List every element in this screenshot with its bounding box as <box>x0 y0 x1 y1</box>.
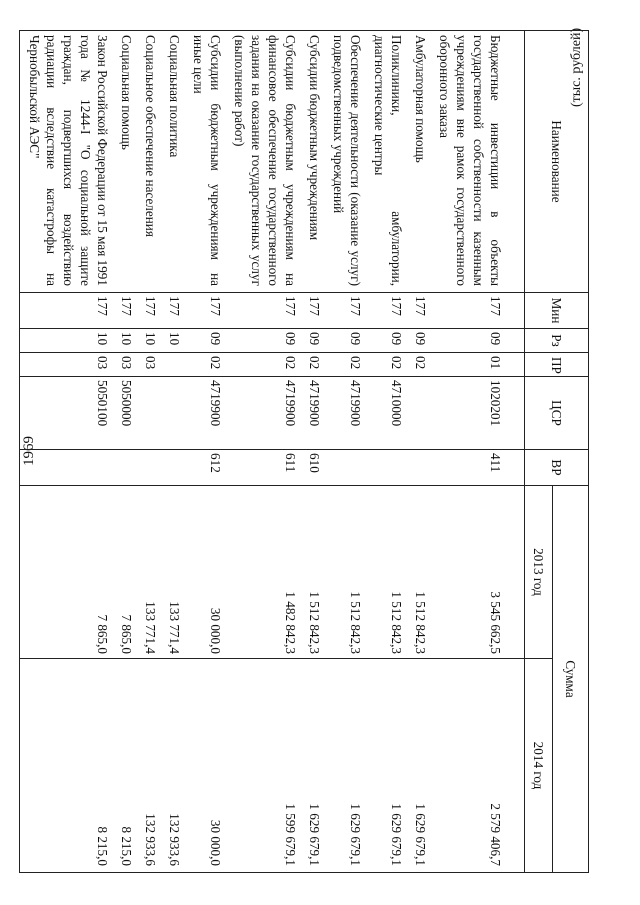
header-pr: ПР <box>525 353 589 377</box>
row-min: 177 <box>112 293 136 329</box>
row-sum-2013: 133 771,4 <box>160 486 184 659</box>
row-rz: 09 <box>406 329 430 353</box>
row-vr: 610 <box>300 450 324 486</box>
row-sum-2014: 8 215,0 <box>20 659 113 873</box>
row-vr <box>20 450 113 486</box>
row-name: Поликлиники, амбулатории, диагностические центры <box>365 31 406 293</box>
header-name: Наименование <box>525 31 589 293</box>
row-sum-2013: 7 865,0 <box>112 486 136 659</box>
row-rz: 09 <box>184 329 225 353</box>
row-pr: 02 <box>225 353 300 377</box>
row-csr: 5050000 <box>112 377 136 450</box>
row-min: 177 <box>136 293 160 329</box>
table-body <box>20 31 525 873</box>
row-sum-2013: 1 512 842,3 <box>365 486 406 659</box>
row-csr: 1020201 <box>430 377 525 450</box>
row-rz: 10 <box>20 329 113 353</box>
row-csr: 4719900 <box>324 377 365 450</box>
row-pr: 01 <box>430 353 525 377</box>
header-csr: ЦСР <box>525 377 589 450</box>
table-row <box>324 31 365 873</box>
row-sum-2013: 1 512 842,3 <box>300 486 324 659</box>
row-min: 177 <box>365 293 406 329</box>
row-sum-2014: 132 933,6 <box>160 659 184 873</box>
row-rz: 09 <box>430 329 525 353</box>
header-rz: Рз <box>525 329 589 353</box>
row-sum-2014: 1 599 679,1 <box>225 659 300 873</box>
header-2014: 2014 год <box>525 659 553 873</box>
row-csr <box>406 377 430 450</box>
row-csr <box>160 377 184 450</box>
row-name: Субсидии бюджетным учреждениям <box>300 31 324 293</box>
row-csr <box>136 377 160 450</box>
row-csr: 4710000 <box>365 377 406 450</box>
row-name: Субсидии бюджетным учреждениям на иные цели <box>184 31 225 293</box>
row-vr: 611 <box>225 450 300 486</box>
row-name: Бюджетные инвестиции в объекты государственной собственности казенным учреждениям вне рамок государственного оборонного заказа <box>430 31 525 293</box>
row-rz: 10 <box>136 329 160 353</box>
row-rz: 09 <box>225 329 300 353</box>
row-vr <box>406 450 430 486</box>
row-csr: 4719900 <box>300 377 324 450</box>
table-row <box>136 31 160 873</box>
row-name: Социальное обеспечение населения <box>136 31 160 293</box>
row-pr: 02 <box>324 353 365 377</box>
row-min: 177 <box>430 293 525 329</box>
row-vr: 411 <box>430 450 525 486</box>
row-vr: 612 <box>184 450 225 486</box>
row-sum-2013: 133 771,4 <box>136 486 160 659</box>
row-sum-2014: 8 215,0 <box>112 659 136 873</box>
row-vr <box>136 450 160 486</box>
header-sum: Сумма <box>553 486 589 873</box>
row-pr: 03 <box>20 353 113 377</box>
row-min: 177 <box>184 293 225 329</box>
row-name: Обеспечение деятельности (оказание услуг) подведомственных учреждений <box>324 31 365 293</box>
table-row <box>365 31 406 873</box>
row-sum-2014: 1 629 679,1 <box>406 659 430 873</box>
row-rz: 09 <box>365 329 406 353</box>
table-row <box>112 31 136 873</box>
row-min: 177 <box>406 293 430 329</box>
row-name: Социальная помощь <box>112 31 136 293</box>
row-sum-2014: 1 629 679,1 <box>365 659 406 873</box>
row-rz: 10 <box>160 329 184 353</box>
table-row <box>300 31 324 873</box>
row-pr <box>160 353 184 377</box>
table-row <box>184 31 225 873</box>
row-pr: 02 <box>184 353 225 377</box>
row-sum-2014: 1 629 679,1 <box>300 659 324 873</box>
row-name: Амбулаторная помощь <box>406 31 430 293</box>
row-sum-2013: 30 000,0 <box>184 486 225 659</box>
row-pr: 02 <box>365 353 406 377</box>
header-2013: 2013 год <box>525 486 553 659</box>
row-sum-2014: 132 933,6 <box>136 659 160 873</box>
budget-table <box>19 30 589 873</box>
row-pr: 02 <box>300 353 324 377</box>
row-sum-2013: 7 865,0 <box>20 486 113 659</box>
row-min: 177 <box>225 293 300 329</box>
row-pr: 02 <box>406 353 430 377</box>
row-rz: 10 <box>112 329 136 353</box>
row-min: 177 <box>324 293 365 329</box>
row-name: Социальная политика <box>160 31 184 293</box>
row-vr <box>160 450 184 486</box>
row-rz: 09 <box>300 329 324 353</box>
row-name: Субсидии бюджетным учреждениям на финансовое обеспечение государственного задания на оказание государственных услуг (выполнение работ) <box>225 31 300 293</box>
row-pr: 03 <box>112 353 136 377</box>
row-csr: 4719900 <box>184 377 225 450</box>
row-sum-2013: 1 512 842,3 <box>406 486 430 659</box>
table-row <box>406 31 430 873</box>
row-sum-2013: 1 512 842,3 <box>324 486 365 659</box>
table-row <box>20 31 113 873</box>
table-row <box>160 31 184 873</box>
row-sum-2013: 3 545 662,5 <box>430 486 525 659</box>
header-vr: ВР <box>525 450 589 486</box>
table-row <box>430 31 525 873</box>
row-sum-2014: 2 579 406,7 <box>430 659 525 873</box>
header-min: Мин <box>525 293 589 329</box>
row-csr: 5050100 <box>20 377 113 450</box>
row-sum-2013: 1 482 842,3 <box>225 486 300 659</box>
row-vr <box>112 450 136 486</box>
row-pr: 03 <box>136 353 160 377</box>
row-min: 177 <box>160 293 184 329</box>
row-min: 177 <box>300 293 324 329</box>
units-note: (тыс. рублей) <box>569 27 584 108</box>
row-min: 177 <box>20 293 113 329</box>
page-number: 1969 <box>21 436 37 466</box>
row-vr <box>365 450 406 486</box>
row-rz: 09 <box>324 329 365 353</box>
row-csr: 4719900 <box>225 377 300 450</box>
row-sum-2014: 30 000,0 <box>184 659 225 873</box>
row-vr <box>324 450 365 486</box>
table-row <box>225 31 300 873</box>
row-name: Закон Российской Федерации от 15 мая 1991 года № 1244-I "О социальной защите граждан, подвергшихся воздействию радиации вследствие катастрофы на Чернобыльской АЭС" <box>20 31 113 293</box>
row-sum-2014: 1 629 679,1 <box>324 659 365 873</box>
